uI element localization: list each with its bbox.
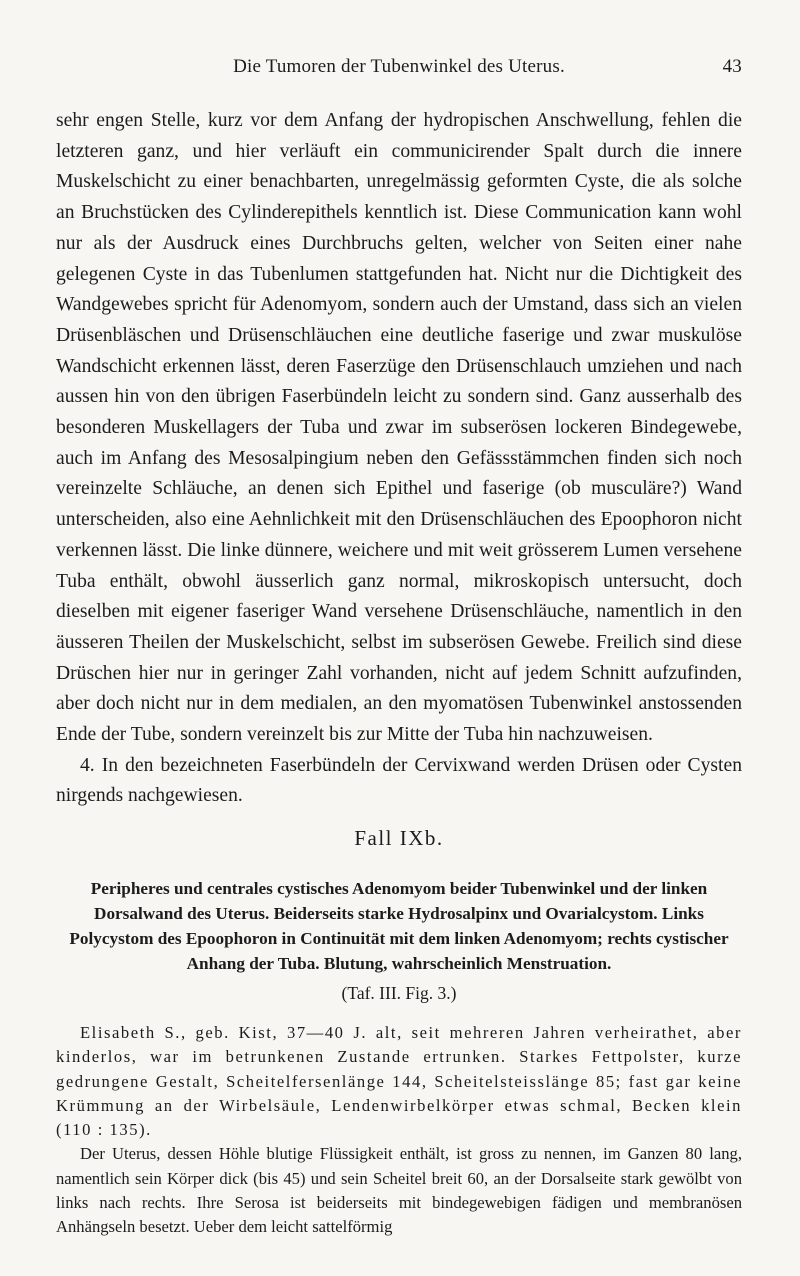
body-text	[56, 106, 742, 812]
plate-reference: (Taf. III. Fig. 3.)	[341, 983, 457, 1003]
uterus-description: Der Uterus, dessen Höhle blutige Flüssigkeit enthält, ist gross zu nennen, im Ganzen 80 lang, namentlich sein Körper dick (bis 45) und sein Scheitel breit 60, an der Dorsalseite stark gewölbt von links nach rechts. Ihre Serosa ist beiderseits mit bindegewebigen fädigen und membranösen Anhängseln besetzt. Ueber dem leicht sattelförmig	[56, 1144, 742, 1237]
paragraph: 4. In den bezeichneten Faserbündeln der Cervixwand werden Drüsen oder Cysten nirgends nachgewiesen.	[56, 754, 742, 807]
patient-description: Elisabeth S., geb. Kist, 37—40 J. alt, seit mehreren Jahren verheirathet, aber kinderlos, war im betrunkenen Zustande ertrunken. Starkes Fettpolster, kurze gedrungene Gestalt, Scheitelfersenlänge 144, Scheitelsteisslänge 85; fast gar keine Krümmung an der Wirbelsäule, Lendenwirbelkörper etwas schmal, Becken klein (110 : 135).	[56, 1023, 742, 1140]
paragraph: sehr engen Stelle, kurz vor dem Anfang der hydropischen Anschwellung, fehlen die letzteren ganz, und hier verläuft ein communicirender Spalt durch die innere Muskelschicht zu einer benachbarten, unregelmässig geformten Cyste, die als solche an Bruchstücken des Cylinderepithels kenntlich ist. Diese Communication kann wohl nur als der Ausdruck eines Durchbruchs gelten, welcher von Seiten einer nahe gelegenen Cyste in das Tubenlumen stattgefunden hat. Nicht nur die Dichtigkeit des Wandgewebes spricht für Adenomyom, sondern auch der Umstand, dass sich an vielen Drüsenbläschen und Drüsenschläuchen eine deutliche faserige und zwar muskulöse Wandschicht erkennen lässt, deren Faserzüge den Drüsenschlauch umziehen und nach aussen hin von den übrigen Faserbündeln leicht zu sondern sind. Ganz ausserhalb des besonderen Muskellagers der Tuba und zwar im subserösen lockeren Bindegewebe, auch im Anfang des Mesosalpingium neben den Gefässstämmchen finden sich noch vereinzelte Schläuche, an denen sich Epithel und faserige (ob musculäre?) Wand unterscheiden, also eine Aehnlichkeit mit den Drüsenschläuchen des Epoophoron nicht verkennen lässt. Die linke dünnere, weichere und mit weit grösserem Lumen versehene Tuba enthält, obwohl äusserlich ganz normal, mikroskopisch untersucht, doch dieselben mit eigener faseriger Wand versehene Drüsenschläuche, namentlich in den äusseren Theilen der Muskelschicht, selbst im subserösen Gewebe. Freilich sind diese Drüschen hier nur in geringer Zahl vorhanden, nicht auf jedem Schnitt aufzufinden, aber doch nicht nur in dem medialen, an den myomatösen Tubenwinkel anstossenden Ende der Tube, sondern vereinzelt bis zur Mitte der Tuba hin nachzuweisen.	[56, 110, 742, 746]
case-description	[56, 1021, 742, 1240]
running-title: Die Tumoren der Tubenwinkel des Uterus.	[233, 56, 565, 77]
case-title: Peripheres und centrales cystisches Adenomyom beider Tubenwinkel und der linken Dorsalwand des Uterus. Beiderseits starke Hydrosalpinx und Ovarialcystom. Links Polycystom des Epoophoron in Continuität mit dem linken Adenomyom; rechts cystischer Anhang der Tuba. Blutung, wahrscheinlich Menstruation.	[69, 879, 729, 973]
running-head	[56, 56, 742, 84]
page-number: 43	[722, 56, 742, 77]
case-heading: Fall IXb.	[354, 826, 444, 850]
